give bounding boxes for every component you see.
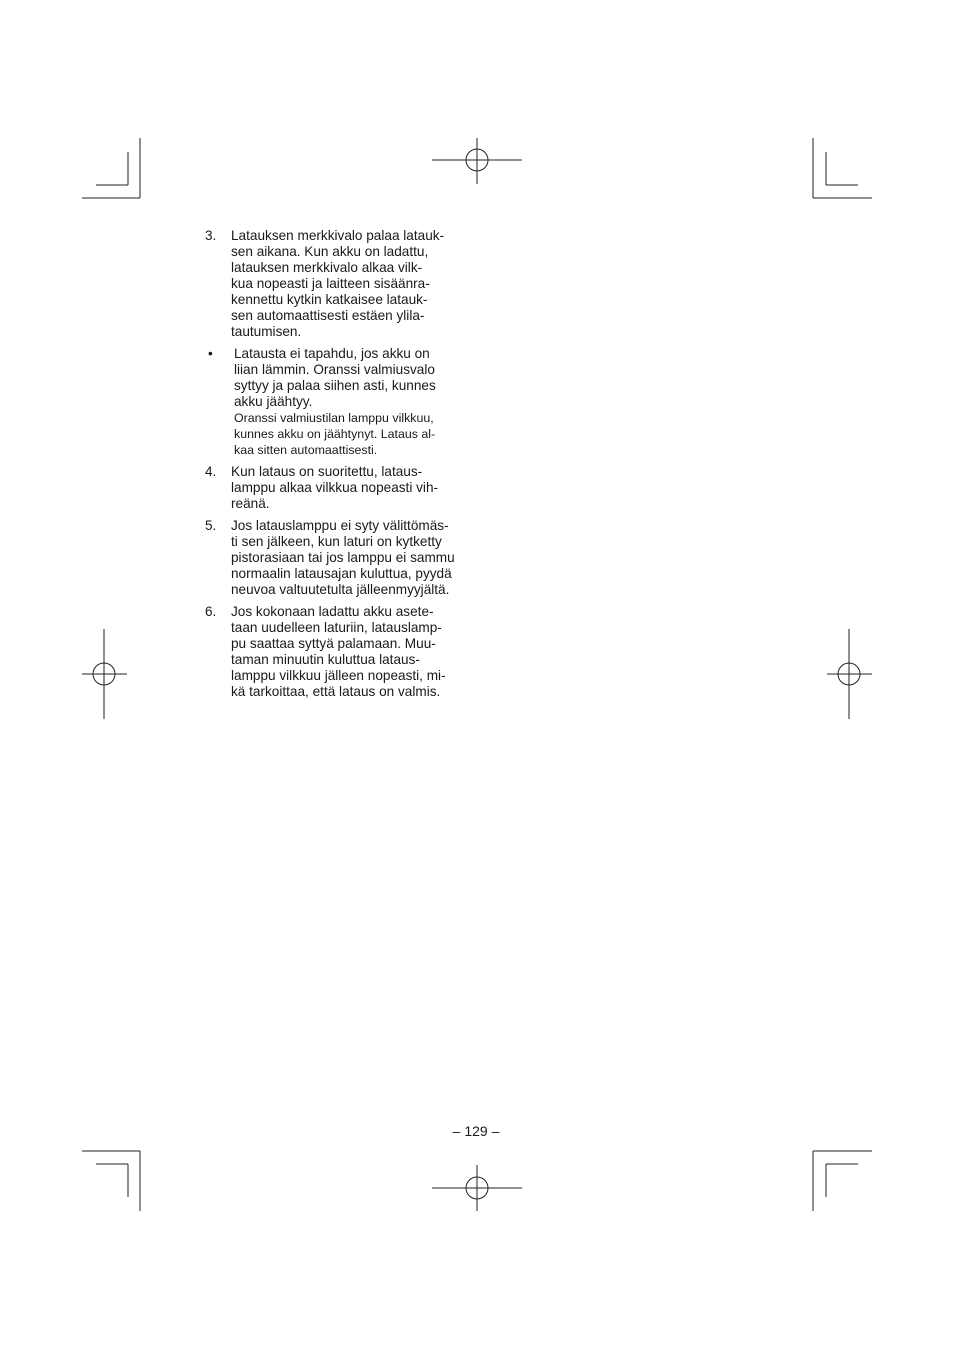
text-line: taan uudelleen laturiin, latauslamp- xyxy=(231,620,442,635)
text-line: kua nopeasti ja laitteen sisäänra- xyxy=(231,276,430,291)
text-line: pu saattaa syttyä palamaan. Muu- xyxy=(231,636,436,651)
text-line: kä tarkoittaa, että lataus on valmis. xyxy=(231,684,441,699)
text-line: Jos latauslamppu ei syty välittömäs- xyxy=(231,518,449,533)
page-number: – 129 – xyxy=(452,1123,500,1139)
text-line: Jos kokonaan ladattu akku asete- xyxy=(231,604,434,619)
instruction-list xyxy=(205,228,463,706)
list-item-text xyxy=(231,228,463,340)
text-line: syttyy ja palaa siihen asti, kunnes xyxy=(234,378,436,393)
text-line: tautumisen. xyxy=(231,324,302,339)
text-line: sen automaattisesti estäen ylila- xyxy=(231,308,425,323)
list-marker: • xyxy=(208,346,213,361)
note-line: kaa sitten automaattisesti. xyxy=(234,443,378,457)
text-line: reänä. xyxy=(231,496,270,511)
text-line: neuvoa valtuutetulta jälleenmyyjältä. xyxy=(231,582,450,597)
list-item xyxy=(205,346,463,458)
list-item xyxy=(205,518,463,598)
registration-target-left xyxy=(82,629,127,719)
list-marker: 4. xyxy=(205,464,217,479)
registration-target-top xyxy=(432,138,522,184)
list-marker: 3. xyxy=(205,228,217,243)
note-line: kunnes akku on jäähtynyt. Lataus al- xyxy=(234,427,436,441)
list-item-text xyxy=(231,518,463,598)
text-line: Kun lataus on suoritettu, lataus- xyxy=(231,464,423,479)
list-item xyxy=(205,228,463,340)
note-line: Oranssi valmiustilan lamppu vilkkuu, xyxy=(234,411,434,425)
text-line: Latausta ei tapahdu, jos akku on xyxy=(234,346,430,361)
text-line: sen aikana. Kun akku on ladattu, xyxy=(231,244,429,259)
list-item xyxy=(205,604,463,700)
text-line: Latauksen merkkivalo palaa latauk- xyxy=(231,228,445,243)
text-line: latauksen merkkivalo alkaa vilk- xyxy=(231,260,423,275)
text-line: lamppu alkaa vilkkua nopeasti vih- xyxy=(231,480,439,495)
text-line: lamppu vilkkuu jälleen nopeasti, mi- xyxy=(231,668,446,683)
list-item xyxy=(205,464,463,512)
text-line: kennettu kytkin katkaisee latauk- xyxy=(231,292,428,307)
registration-target-bottom xyxy=(432,1165,522,1211)
list-item-text xyxy=(231,604,463,700)
list-marker: 5. xyxy=(205,518,217,533)
list-item-text xyxy=(234,346,463,458)
text-line: normaalin latausajan kuluttua, pyydä xyxy=(231,566,452,581)
text-line: akku jäähtyy. xyxy=(234,394,313,409)
list-marker: 6. xyxy=(205,604,217,619)
text-line: ti sen jälkeen, kun laturi on kytketty xyxy=(231,534,442,549)
list-item-text xyxy=(231,464,463,512)
registration-target-right xyxy=(827,629,872,719)
text-line: liian lämmin. Oranssi valmiusvalo xyxy=(234,362,435,377)
text-line: pistorasiaan tai jos lamppu ei sammu xyxy=(231,550,455,565)
text-line: taman minuutin kuluttua lataus- xyxy=(231,652,420,667)
